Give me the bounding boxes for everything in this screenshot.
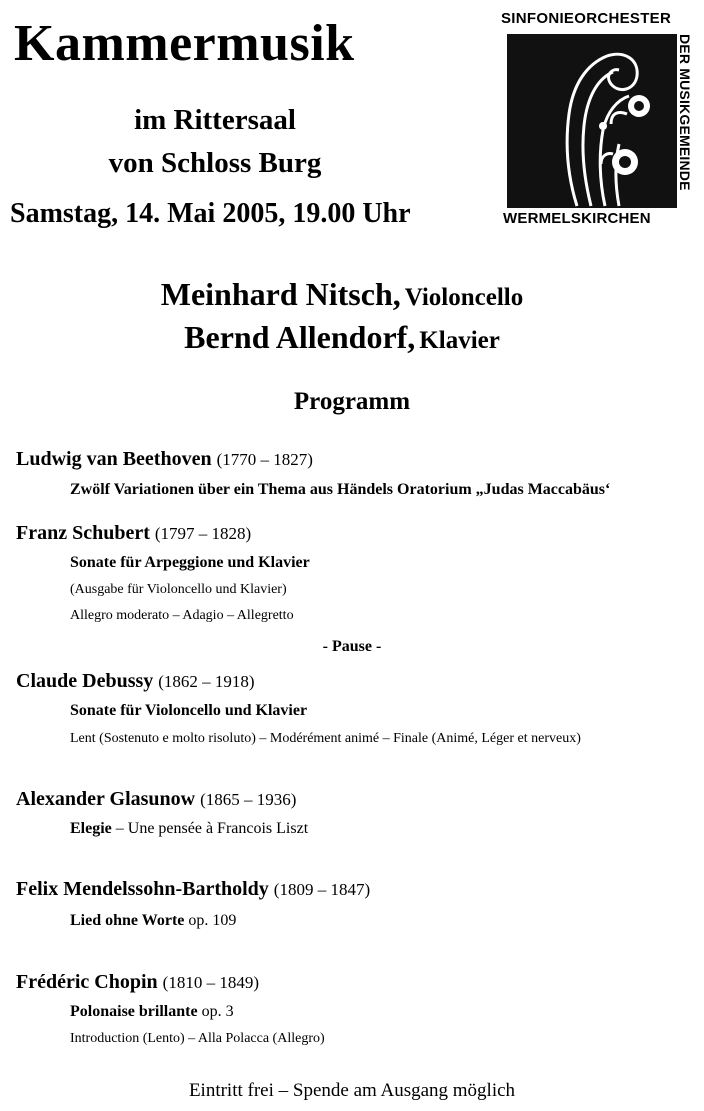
composer-name: Franz Schubert <box>16 522 150 544</box>
work-opus: op. 109 <box>184 912 237 929</box>
performer-2 <box>0 316 694 365</box>
work-detail: (Ausgabe für Violoncello und Klavier) <box>70 582 287 597</box>
composer-name: Alexander Glasunow <box>16 788 196 810</box>
composer-name: Frédéric Chopin <box>16 971 158 993</box>
pause-label: - Pause - <box>322 638 382 655</box>
event-date: Samstag, 14. Mai 2005, 19.00 Uhr <box>10 198 411 229</box>
performer-name: Bernd Allendorf, <box>184 319 416 355</box>
composer-line <box>16 786 296 813</box>
work-title <box>70 818 308 840</box>
composer-line <box>16 520 251 547</box>
work-title: Sonate für Arpeggione und Klavier <box>70 554 310 571</box>
work-name: Polonaise brillante <box>70 1003 198 1020</box>
cello-scroll-icon <box>507 34 677 208</box>
work-title <box>70 1001 234 1023</box>
logo-side-text: DER MUSIKGEMEINDE <box>677 34 693 191</box>
composer-years: (1810 – 1849) <box>162 973 259 992</box>
composer-line <box>16 969 259 996</box>
composer-name: Ludwig van Beethoven <box>16 448 212 470</box>
orchestra-logo <box>497 6 702 236</box>
work-movements: Lent (Sostenuto e molto risoluto) – Modérément animé – Finale (Animé, Léger et nerveux) <box>70 731 581 746</box>
composer-line <box>16 876 370 903</box>
work-title <box>70 910 236 932</box>
work-movements: Allegro moderato – Adagio – Allegretto <box>70 608 294 623</box>
venue-line-2: von Schloss Burg <box>108 147 322 179</box>
composer-years: (1862 – 1918) <box>158 672 255 691</box>
logo-top-text: SINFONIEORCHESTER <box>501 10 672 27</box>
composer-line <box>16 446 313 473</box>
composer-name: Claude Debussy <box>16 670 154 692</box>
work-opus: op. 3 <box>197 1003 234 1020</box>
logo-bottom-text: WERMELSKIRCHEN <box>503 210 651 227</box>
footer-note: Eintritt frei – Spende am Ausgang möglich <box>188 1080 516 1101</box>
composer-years: (1865 – 1936) <box>200 790 297 809</box>
work-title: Sonate für Violoncello und Klavier <box>70 702 308 719</box>
composer-years: (1809 – 1847) <box>273 880 371 899</box>
composer-years: (1797 – 1828) <box>154 524 252 543</box>
performer-instrument: Klavier <box>419 327 500 354</box>
composer-name: Felix Mendelssohn-Bartholdy <box>16 878 269 900</box>
venue-line-1: im Rittersaal <box>134 104 296 136</box>
work-name: Elegie <box>70 820 112 837</box>
performer-name: Meinhard Nitsch, <box>160 276 401 312</box>
work-movements: Introduction (Lento) – Alla Polacca (Allegro) <box>70 1031 325 1046</box>
work-subtitle: – Une pensée à Francois Liszt <box>111 820 309 837</box>
program-heading: Programm <box>293 388 411 415</box>
composer-line <box>16 668 255 695</box>
performer-instrument: Violoncello <box>404 284 524 311</box>
composer-years: (1770 – 1827) <box>216 450 313 469</box>
performer-1 <box>0 273 694 322</box>
work-title: Zwölf Variationen über ein Thema aus Händels Oratorium „Judas Maccabäus‘ <box>70 481 611 498</box>
page-title: Kammermusik <box>14 15 355 72</box>
work-name: Lied ohne Worte <box>70 912 185 929</box>
